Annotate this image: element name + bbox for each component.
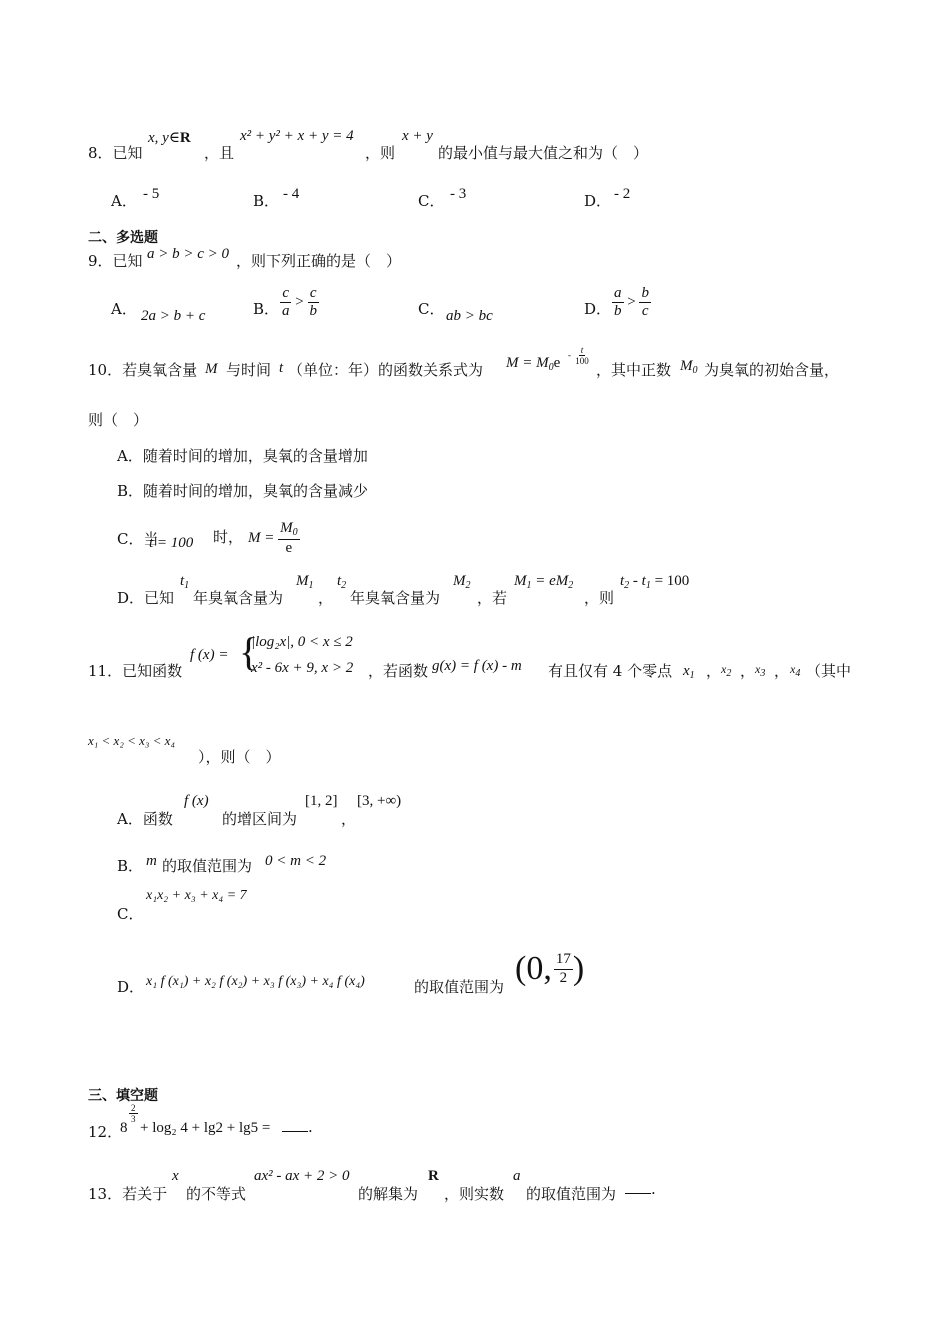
q8-option-a[interactable]: A． xyxy=(111,192,137,210)
q10-text-relation: （单位：年）的函数关系式为 xyxy=(288,361,484,379)
q8-option-b-value: - 4 xyxy=(283,186,300,202)
q9-option-b-value: $\frac{c}{a}$ > $\frac{c}{b}$ xyxy=(282,285,317,320)
q11-text-if: ，若函数 xyxy=(368,662,429,680)
q11-option-b[interactable]: B． xyxy=(117,857,144,875)
q13-set-r: R xyxy=(428,1168,439,1184)
q10-exponent: - $\frac{t}{100}$ xyxy=(568,345,589,367)
q11-option-d-expr: x₁ f (x₁) + x₂ f (x₂) + x₃ f (x₃) + x₄ f (x₄) xyxy=(146,974,365,989)
q11-zero-x3: $x_3$ xyxy=(755,662,766,679)
q13-text-solution: 的解集为 xyxy=(358,1185,419,1203)
q10-formula: $M = M_0e$ xyxy=(506,355,561,373)
q9-option-a-value: 2a > b + c xyxy=(141,308,206,324)
q11-order: x₁ < x₂ < x₃ < x₄ xyxy=(88,733,175,748)
q11-option-c[interactable]: C． xyxy=(117,905,144,923)
q9-condition: a > b > c > 0 xyxy=(147,246,230,262)
q8-option-c[interactable]: C． xyxy=(418,192,445,210)
q11-option-d-text: 的取值范围为 xyxy=(414,978,505,996)
q9-option-d-value: $\frac{a}{b}$ > $\frac{b}{c}$ xyxy=(614,285,649,320)
q11-option-d[interactable]: D． xyxy=(117,978,145,996)
q10-option-d-t1: $t_1$ xyxy=(180,573,190,591)
q11-function-g: g(x) = f (x) - m xyxy=(432,658,522,674)
q11-option-a-f: f (x) xyxy=(184,793,209,809)
q10-option-d[interactable]: D．已知 xyxy=(117,589,175,607)
q9-option-d[interactable]: D． xyxy=(584,300,612,318)
q9-option-a[interactable]: A． xyxy=(111,300,137,318)
q8-option-d-value: - 2 xyxy=(614,186,631,202)
q10-var-m0: $M_0$ xyxy=(680,358,698,376)
q10-option-d-text4: ，则 xyxy=(584,589,615,607)
q10-var-t: t xyxy=(279,360,284,376)
q8-option-a-value: - 5 xyxy=(143,186,160,202)
q10-option-d-m2: $M_2$ xyxy=(453,573,471,591)
q9-question-tail: ，则下列正确的是（ ） xyxy=(236,252,402,270)
q10-text-initial: 为臭氧的初始含量， xyxy=(704,361,840,379)
q12-answer-blank[interactable]: . xyxy=(282,1118,313,1136)
q11-sep2: ， xyxy=(740,662,756,680)
q10-text-then: 则（ ） xyxy=(88,411,149,429)
q9-option-b[interactable]: B． xyxy=(253,300,280,318)
q13-text-ineq: 的不等式 xyxy=(186,1185,247,1203)
q10-text-positive: ，其中正数 xyxy=(596,361,672,379)
q8-number: 8．已知 xyxy=(88,144,143,162)
q10-option-d-t2: $t_2$ xyxy=(337,573,347,591)
q11-function-f: f (x) = xyxy=(190,647,229,663)
q13-var-x: x xyxy=(172,1168,179,1184)
q11-zero-x1: $x_1$ xyxy=(683,663,695,681)
q8-option-d[interactable]: D． xyxy=(584,192,612,210)
q8-text-then: ，则 xyxy=(365,144,396,162)
q11-case1: |log₂x|, 0 < x ≤ 2 xyxy=(251,634,353,650)
q11-text-where: （其中 xyxy=(806,662,852,680)
q10-option-d-m1: $M_1$ xyxy=(296,573,314,591)
q10-number: 10．若臭氧含量 xyxy=(88,361,198,379)
q8-text-and: ，且 xyxy=(204,144,235,162)
q10-option-c-text: 时， xyxy=(213,528,244,546)
q10-option-d-text3: ，若 xyxy=(477,589,508,607)
q12-exponent: $\frac{2}{3}$ xyxy=(131,1103,136,1125)
q10-option-d-eq2: $t_2 - t_1 = 100$ xyxy=(620,573,690,591)
q10-option-c-formula: M = $\frac{M_0}{e}$ xyxy=(248,520,298,556)
q10-text-time: 与时间 xyxy=(226,361,272,379)
q13-inequality: ax² - ax + 2 > 0 xyxy=(254,1168,350,1184)
q11-sep1: ， xyxy=(706,662,722,680)
q11-option-a-interval2: [3, +∞) xyxy=(357,793,402,809)
q11-text-zeros: 有且仅有 4 个零点 xyxy=(548,662,673,680)
q11-text-then: ），则（ ） xyxy=(198,748,281,766)
q13-text-range: 的取值范围为 xyxy=(526,1185,617,1203)
q10-option-c[interactable]: C．当 xyxy=(117,530,159,548)
q12-expression: + log₂ 4 + lg2 + lg5 = xyxy=(140,1120,271,1136)
q8-option-b[interactable]: B． xyxy=(253,192,280,210)
q13-number: 13．若关于 xyxy=(88,1185,168,1203)
q10-option-d-sep: ， xyxy=(318,589,334,607)
q11-option-b-range: 0 < m < 2 xyxy=(265,853,327,869)
q10-option-c-t: t = 100 xyxy=(149,535,194,551)
q9-number: 9．已知 xyxy=(88,252,143,270)
q10-var-m: M xyxy=(205,361,218,377)
q13-text-real: ，则实数 xyxy=(444,1185,505,1203)
q11-option-b-text: 的取值范围为 xyxy=(162,857,253,875)
q11-option-a[interactable]: A．函数 xyxy=(117,810,173,828)
q10-option-a[interactable]: A．随着时间的增加，臭氧的含量增加 xyxy=(117,447,368,465)
q9-option-c-value: ab > bc xyxy=(446,308,493,324)
q8-equation: x² + y² + x + y = 4 xyxy=(240,128,354,144)
q11-number: 11．已知函数 xyxy=(88,662,183,680)
q11-option-a-text: 的增区间为 xyxy=(222,810,298,828)
q11-option-d-range: (0, $\frac{17}{2}$ ) xyxy=(515,950,585,987)
q11-case2: x² - 6x + 9, x > 2 xyxy=(251,660,354,676)
q11-option-c-expr: x₁x₂ + x₃ + x₄ = 7 xyxy=(146,888,247,903)
q12-number: 12． xyxy=(88,1123,123,1141)
q10-option-d-eq1: $M_1 = eM_2$ xyxy=(514,573,574,591)
q11-piecewise-brace: { xyxy=(239,629,259,674)
section-heading-fill-in: 三、填空题 xyxy=(88,1088,158,1104)
q8-option-c-value: - 3 xyxy=(450,186,467,202)
q10-option-d-text1: 年臭氧含量为 xyxy=(193,589,284,607)
q9-option-c[interactable]: C． xyxy=(418,300,445,318)
q8-expression: x + y xyxy=(402,128,433,144)
q11-zero-x4: $x_4$ xyxy=(790,662,801,679)
section-heading-multiple-choice: 二、多选题 xyxy=(88,230,158,246)
q11-zero-x2: $x_2$ xyxy=(721,662,732,679)
q12-base: 8 xyxy=(120,1120,128,1136)
q11-option-b-m: m xyxy=(146,853,157,869)
q11-sep3: ， xyxy=(774,662,790,680)
q10-option-d-text2: 年臭氧含量为 xyxy=(350,589,441,607)
q8-condition-xy: x, y∈R xyxy=(148,130,191,146)
q11-option-a-sep: ， xyxy=(341,810,357,828)
q13-var-a: a xyxy=(513,1168,521,1184)
q13-answer-blank[interactable]: . xyxy=(625,1180,656,1198)
q11-option-a-interval1: [1, 2] xyxy=(305,793,338,809)
q10-option-b[interactable]: B．随着时间的增加，臭氧的含量减少 xyxy=(117,482,369,500)
q8-question-tail: 的最小值与最大值之和为（ ） xyxy=(438,144,649,162)
